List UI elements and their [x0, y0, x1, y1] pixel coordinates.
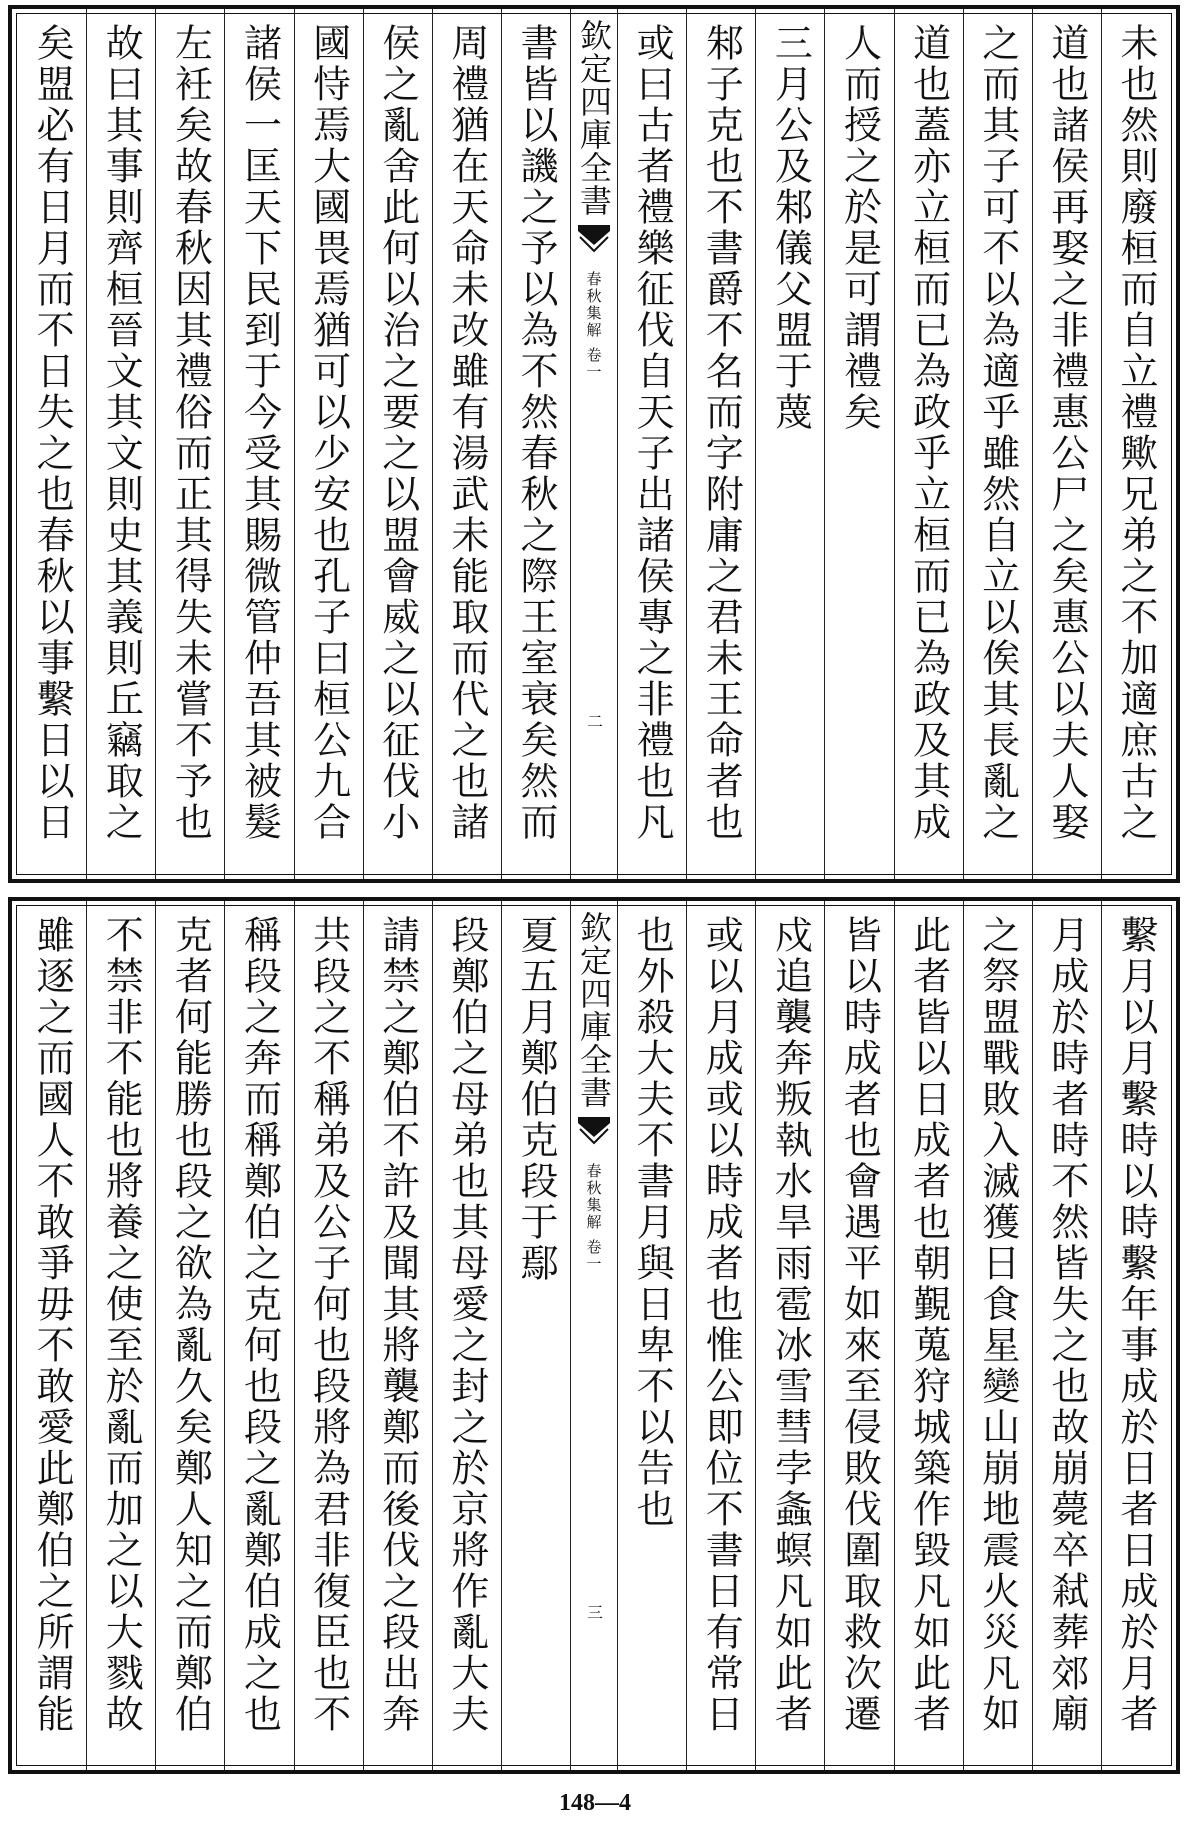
text-column: [963, 901, 1032, 1770]
column-text: 繫月以月繫時以時繫年事成於日者日成於月者: [1113, 915, 1158, 1735]
text-column: [824, 9, 893, 879]
banner-subtitle: 春秋集解: [584, 1163, 603, 1231]
column-text: 此者皆以日成者也朝覲蒐狩城築作毀凡如此者: [906, 915, 951, 1735]
column-text: 也外殺大夫不書月與日卑不以告也: [630, 915, 675, 1530]
text-column: [894, 901, 963, 1770]
banner-title: 欽定四庫全書: [575, 911, 613, 1109]
folio-number: 148—4: [559, 1790, 631, 1816]
top-page: [8, 5, 1180, 883]
column-text: 道也蓋亦立桓而已為政乎立桓而已為政及其成: [906, 23, 951, 843]
column-text: 請禁之鄭伯不許及聞其將襲鄭而後伐之段出奔: [375, 915, 420, 1735]
column-text: 皆以時成者也會遇平如來至侵敗伐圍取救次遷: [837, 915, 882, 1735]
text-column: [1101, 901, 1170, 1770]
column-text: 夏五月鄭伯克段于鄢: [513, 915, 558, 1284]
column-text: 故曰其事則齊桓晉文其文則史其義則丘竊取之: [99, 23, 144, 843]
heading-column: [755, 9, 824, 879]
text-column: [501, 9, 570, 879]
column-text: 不禁非不能也將養之使至於亂而加之以大戮故: [99, 915, 144, 1735]
text-column: [86, 901, 155, 1770]
text-column: [18, 9, 86, 879]
text-column: [1032, 901, 1101, 1770]
column-text: 之祭盟戰敗入滅獲日食星變山崩地震火災凡如: [975, 915, 1020, 1735]
banner-volume: 卷一: [584, 1239, 603, 1273]
text-column: [363, 901, 432, 1770]
text-column: [894, 9, 963, 879]
text-column: [755, 901, 824, 1770]
text-column: [224, 9, 293, 879]
text-column: [686, 9, 755, 879]
banner-page-number: 三: [584, 1604, 604, 1620]
fish-tail-mark-icon: [576, 1115, 612, 1155]
column-text: 左衽矣故春秋因其禮俗而正其得失未嘗不予也: [168, 23, 213, 843]
text-column: [824, 901, 893, 1770]
column-text: 克者何能勝也段之欲為亂久矣鄭人知之而鄭伯: [168, 915, 213, 1735]
column-text: 侯之亂舍此何以治之要之以盟會威之以征伐小: [375, 23, 420, 843]
column-text: 三月公及邾儀父盟于蔑: [768, 23, 813, 433]
column-text: 月成於時者時不然皆失之也故崩薨卒弒葬郊廟: [1044, 915, 1089, 1735]
column-text: 邾子克也不書爵不名而字附庸之君未王命者也: [699, 23, 744, 843]
column-text: 稱段之奔而稱鄭伯之克何也段之亂鄭伯成之也: [237, 915, 282, 1735]
column-text: 周禮猶在天命未改雖有湯武未能取而代之也諸: [444, 23, 489, 843]
banner-volume: 卷一: [584, 347, 603, 381]
column-text: 國恃焉大國畏焉猶可以少安也孔子曰桓公九合: [306, 23, 351, 843]
column-text: 矣盟必有日月而不日失之也春秋以事繫日以日: [30, 23, 75, 843]
column-text: 或曰古者禮樂征伐自天子出諸侯專之非禮也凡: [630, 23, 675, 843]
text-column: [294, 9, 363, 879]
column-text: 段鄭伯之母弟也其母愛之封之於京將作亂大夫: [444, 915, 489, 1735]
text-column: [617, 9, 686, 879]
column-text: 或以月成或以時成者也惟公即位不書日有常日: [699, 915, 744, 1735]
text-column: [155, 9, 224, 879]
text-column: [1032, 9, 1101, 879]
text-column: [432, 9, 501, 879]
column-text: 人而授之於是可謂禮矣: [837, 23, 882, 433]
column-text: 道也諸侯再娶之非禮惠公尸之矣惠公以夫人娶: [1044, 23, 1089, 843]
fish-tail-mark-icon: [576, 223, 612, 263]
text-column: [294, 901, 363, 1770]
text-column: [18, 901, 86, 1770]
text-column: [686, 901, 755, 1770]
column-text: 諸侯一匡天下民到于今受其賜微管仲吾其被髮: [237, 23, 282, 843]
column-text: 雖逐之而國人不敢爭毋不敢愛此鄭伯之所謂能: [30, 915, 75, 1735]
banner-title: 欽定四庫全書: [575, 19, 613, 217]
center-banner: [570, 901, 617, 1770]
column-text: 戍追襲奔叛執水旱雨雹冰雪彗孛螽螟凡如此者: [768, 915, 813, 1735]
column-text: 書皆以譏之予以為不然春秋之際王室衰矣然而: [513, 23, 558, 843]
text-column: [86, 9, 155, 879]
banner-subtitle: 春秋集解: [584, 271, 603, 339]
column-text: 未也然則廢桓而自立禮歟兄弟之不加適庶古之: [1113, 23, 1158, 843]
text-column: [155, 901, 224, 1770]
column-text: 之而其子可不以為適乎雖然自立以俟其長亂之: [975, 23, 1020, 843]
text-column: [617, 901, 686, 1770]
text-column: [363, 9, 432, 879]
banner-page-number: 二: [584, 713, 604, 729]
heading-column: [501, 901, 570, 1770]
text-column: [963, 9, 1032, 879]
text-column: [1101, 9, 1170, 879]
column-text: 共段之不稱弟及公子何也段將為君非復臣也不: [306, 915, 351, 1735]
bottom-page: [8, 897, 1180, 1774]
text-column: [224, 901, 293, 1770]
center-banner: [570, 9, 617, 879]
text-column: [432, 901, 501, 1770]
